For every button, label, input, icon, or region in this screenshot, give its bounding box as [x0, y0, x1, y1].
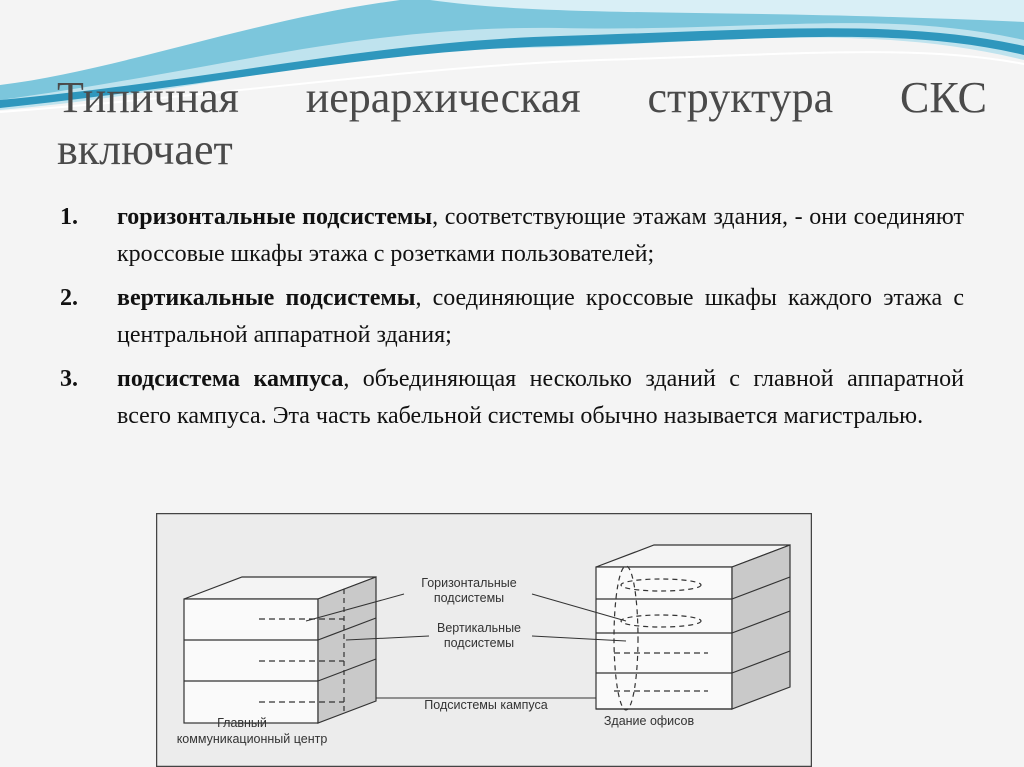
- label-campus: Подсистемы кампуса: [424, 698, 548, 712]
- label-vertical-1: Вертикальные: [436, 621, 522, 635]
- label-horizontal-1: Горизонтальные: [421, 576, 517, 590]
- list-item-text: , соединяющие кроссовые шкафы каждого этажа с центральной аппаратной здания;: [117, 285, 965, 348]
- list-item: [60, 280, 964, 354]
- list-item-text: , соответствующие этажам здания, - они соединяют кроссовые шкафы этажа с розетками пользователей;: [117, 204, 964, 267]
- label-vertical-2: подсистемы: [443, 636, 515, 650]
- list-item-number: 3.: [60, 366, 78, 392]
- list-item-term: подсистема кампуса: [117, 366, 344, 392]
- label-office-building: Здание офисов: [603, 714, 695, 728]
- list-item-term: горизонтальные подсистемы: [117, 204, 433, 230]
- label-main-center-2: коммуникационный центр: [176, 732, 328, 746]
- office-building: [596, 545, 790, 710]
- list-item: [60, 361, 964, 435]
- label-horizontal-2: подсистемы: [433, 591, 505, 605]
- list-item: [60, 199, 964, 273]
- sks-structure-diagram: [156, 513, 812, 767]
- slide-title: Типичная иерархическая структура СКС включает: [57, 73, 987, 174]
- list-item-number: 1.: [60, 204, 78, 230]
- list-item-text: , объединяющая несколько зданий с главной аппаратной всего кампуса. Эта часть кабельной системы обычно называется магистралью.: [117, 366, 964, 429]
- subsystem-list: [60, 199, 964, 442]
- label-main-center-1: Главный: [217, 716, 267, 730]
- main-center-building: [184, 577, 376, 723]
- list-item-number: 2.: [60, 285, 78, 311]
- list-item-term: вертикальные подсистемы: [117, 285, 416, 311]
